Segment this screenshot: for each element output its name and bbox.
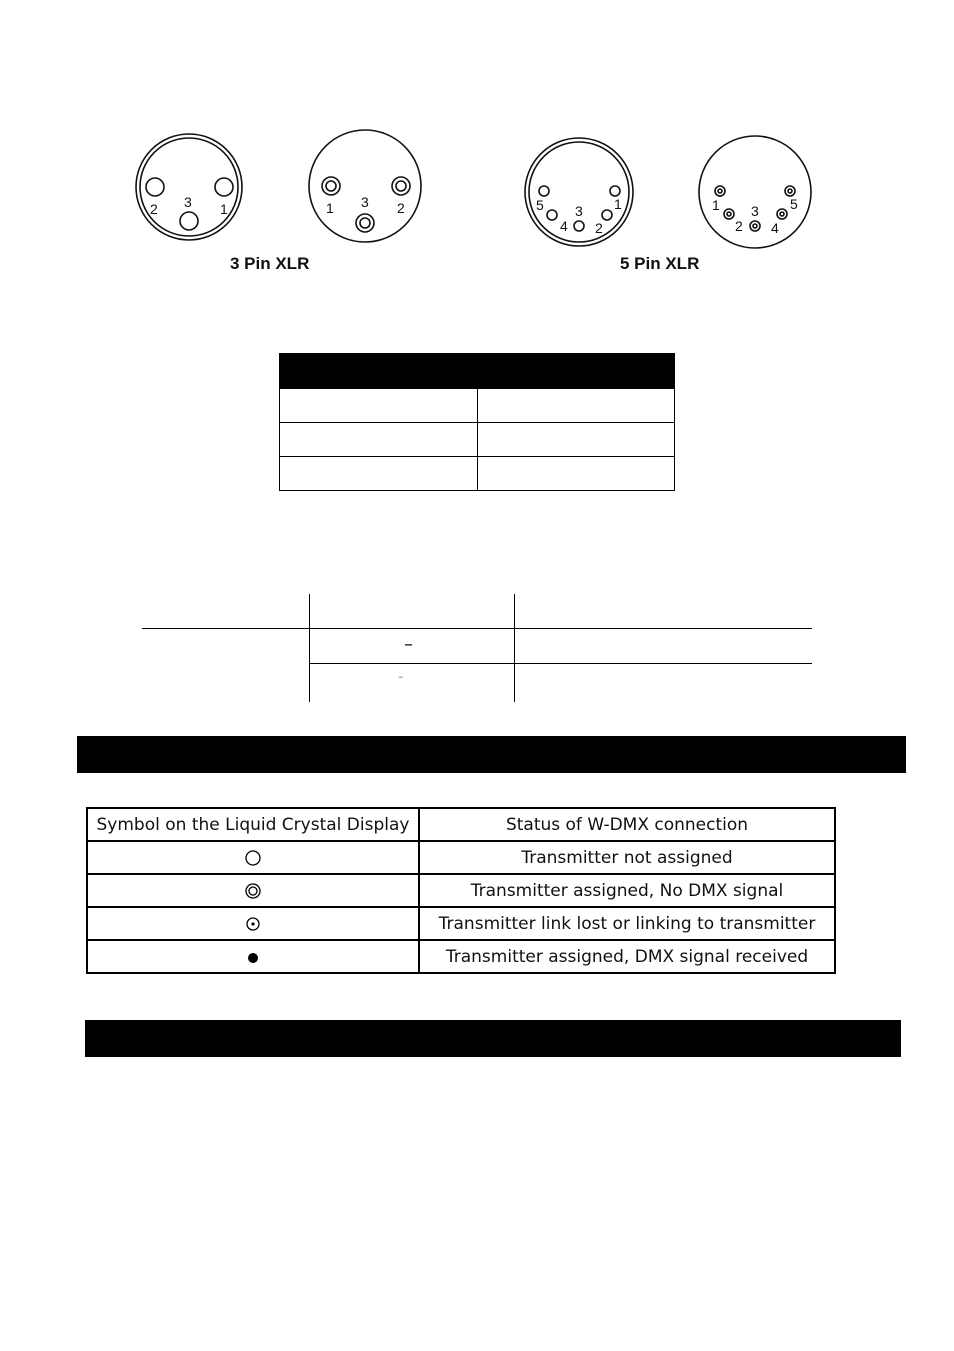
empty-circle-icon <box>244 849 262 867</box>
pin-label: 2 <box>397 200 405 216</box>
pin-label: 5 <box>790 196 798 212</box>
pin-label: 1 <box>712 197 720 213</box>
table-row <box>280 389 675 423</box>
pin-label: 3 <box>361 194 369 210</box>
table-cell <box>280 457 478 491</box>
pin-label: 1 <box>614 196 622 212</box>
symbol-cell <box>87 907 419 940</box>
grid-line <box>514 594 515 702</box>
symbol-cell <box>87 940 419 973</box>
table-row <box>87 841 835 874</box>
dash-mark: – <box>404 634 413 655</box>
pin-label: 4 <box>560 218 568 234</box>
table-header-cell <box>477 354 675 389</box>
table-cell <box>477 457 675 491</box>
grid-line <box>310 663 812 664</box>
xlr-3pin-female-icon <box>309 130 421 242</box>
table-cell <box>477 389 675 423</box>
table-header-row <box>87 808 835 841</box>
section-header-bar <box>85 1020 901 1057</box>
table-row <box>280 423 675 457</box>
status-cell: Transmitter assigned, No DMX signal <box>419 874 835 907</box>
symbol-column-header: Symbol on the Liquid Crystal Display <box>87 808 419 841</box>
pin-label: 5 <box>536 197 544 213</box>
symbol-cell <box>87 874 419 907</box>
wdmx-status-table <box>86 807 836 974</box>
xlr-5pin-male-icon <box>525 138 633 246</box>
pin-label: 1 <box>326 200 334 216</box>
xlr-5pin-female-icon <box>699 136 811 248</box>
dotted-circle-icon <box>244 915 262 933</box>
status-cell: Transmitter link lost or linking to transmitter <box>419 907 835 940</box>
three-pin-xlr-label: 3 Pin XLR <box>230 254 310 273</box>
dash-mark: – <box>398 670 404 683</box>
pin-assignment-table <box>279 353 675 491</box>
xlr-3pin-male-icon <box>136 134 242 240</box>
symbol-cell <box>87 841 419 874</box>
table-cell <box>280 389 478 423</box>
status-column-header: Status of W-DMX connection <box>419 808 835 841</box>
table-header-cell <box>280 354 478 389</box>
table-row <box>280 457 675 491</box>
table-cell <box>280 423 478 457</box>
table-fragment <box>142 594 812 702</box>
double-circle-icon <box>244 882 262 900</box>
xlr-connector-figure <box>120 120 840 290</box>
pin-label: 2 <box>150 201 158 217</box>
five-pin-xlr-label: 5 Pin XLR <box>620 254 700 273</box>
status-cell: Transmitter not assigned <box>419 841 835 874</box>
pin-label: 4 <box>771 220 779 236</box>
pin-label: 3 <box>751 203 759 219</box>
pin-label: 1 <box>220 201 228 217</box>
table-row <box>87 907 835 940</box>
table-row <box>87 940 835 973</box>
table-header-row <box>280 354 675 389</box>
pin-label: 2 <box>595 220 603 236</box>
pin-label: 2 <box>735 218 743 234</box>
table-cell <box>477 423 675 457</box>
xlr-connectors-drawing <box>120 120 840 290</box>
section-header-bar <box>77 736 906 773</box>
pin-label: 3 <box>184 194 192 210</box>
status-cell: Transmitter assigned, DMX signal received <box>419 940 835 973</box>
pin-label: 3 <box>575 203 583 219</box>
table-row <box>87 874 835 907</box>
grid-line <box>309 594 310 702</box>
filled-circle-icon <box>244 948 262 966</box>
grid-line <box>142 628 812 629</box>
